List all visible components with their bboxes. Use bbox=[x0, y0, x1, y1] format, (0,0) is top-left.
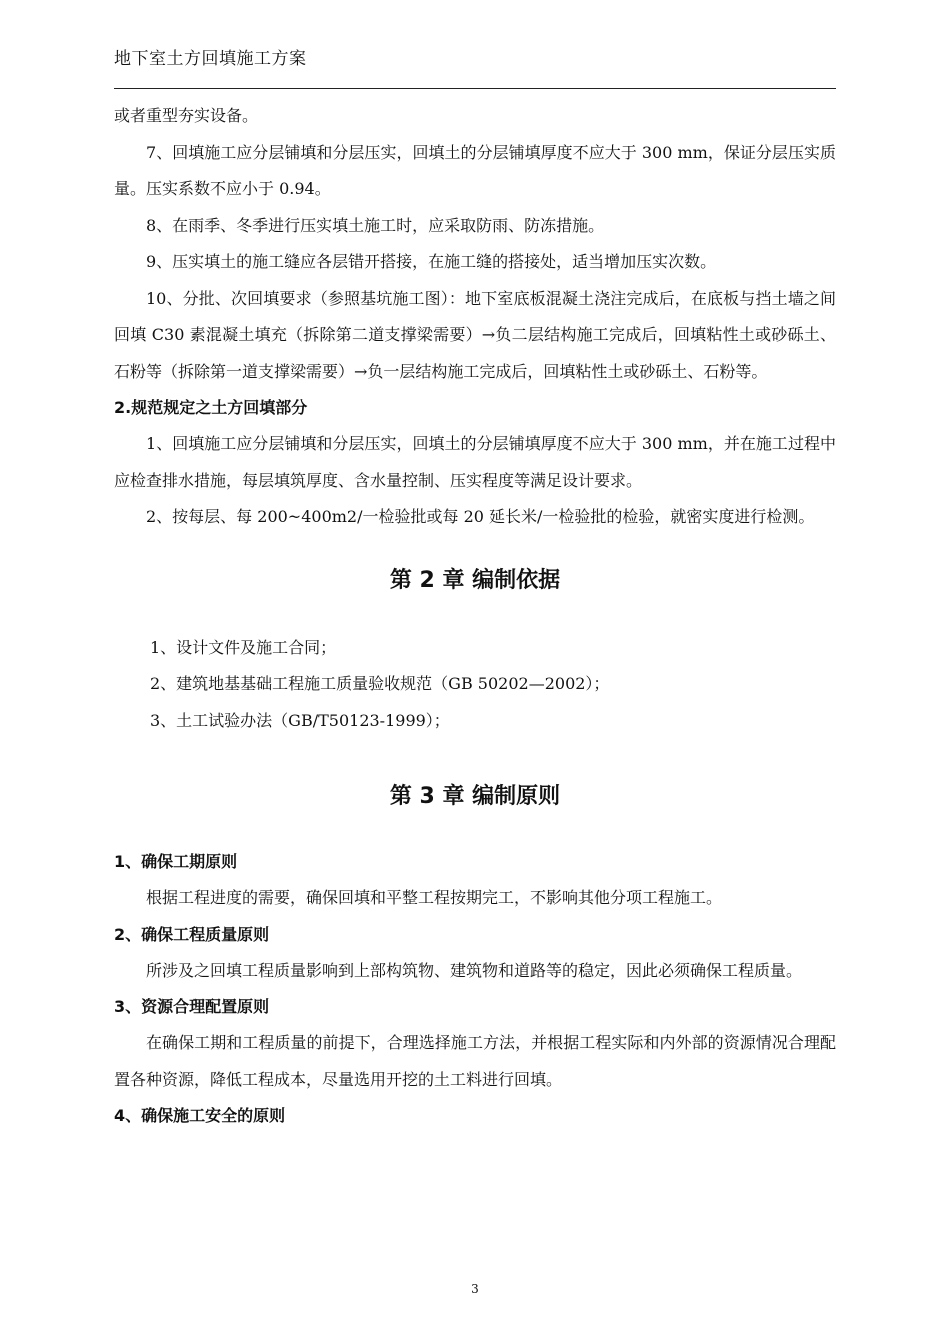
paragraph-item-10: 10、分批、次回填要求（参照基坑施工图）：地下室底板混凝土浇注完成后，在底板与挡土墙之间回填 C30 素混凝土填充（拆除第二道支撑梁需要）→负二层结构施工完成后，回填粘性土或砂砾土、石粉等（拆除第一道支撑梁需要）→负一层结构施工完成后，回填粘性土或砂砾土、石粉等。 bbox=[114, 288, 836, 381]
principle-heading-1: 1、确保工期原则 bbox=[114, 852, 238, 871]
paragraph-item-7: 7、回填施工应分层铺填和分层压实，回填土的分层铺填厚度不应大于 300 mm，保证分层压实质量。压实系数不应小于 0.94。 bbox=[114, 142, 836, 198]
principle-text-1: 根据工程进度的需要，确保回填和平整工程按期完工，不影响其他分项工程施工。 bbox=[146, 888, 723, 907]
paragraph-item-8: 8、在雨季、冬季进行压实填土施工时，应采取防雨、防冻措施。 bbox=[146, 215, 605, 235]
principle-text-2: 所涉及之回填工程质量影响到上部构筑物、建筑物和道路等的稳定，因此必须确保工程质量。 bbox=[146, 960, 803, 980]
basis-item-1: 1、设计文件及施工合同； bbox=[150, 637, 337, 657]
section-heading-spec: 2.规范规定之土方回填部分 bbox=[114, 398, 308, 417]
chapter-3-title: 第 3 章 编制原则 bbox=[389, 784, 561, 809]
basis-item-2: 2、建筑地基基础工程施工质量验收规范（GB 50202—2002）； bbox=[150, 674, 610, 693]
principle-heading-3: 3、资源合理配置原则 bbox=[114, 997, 270, 1016]
principle-heading-2: 2、确保工程质量原则 bbox=[114, 924, 270, 944]
paragraph-continued: 或者重型夯实设备。 bbox=[114, 106, 259, 125]
basis-item-3: 3、土工试验办法（GB/T50123-1999）； bbox=[150, 710, 450, 730]
document-body bbox=[114, 98, 836, 1134]
principle-text-3: 在确保工期和工程质量的前提下，合理选择施工方法，并根据工程实际和内外部的资源情况合理配置各种资源，降低工程成本，尽量选用开挖的土工料进行回填。 bbox=[114, 1033, 836, 1089]
spec-paragraph-2: 2、按每层、每 200~400m2/一检验批或每 20 延长米/一检验批的检验，就密实度进行检测。 bbox=[146, 507, 815, 526]
page-header-title: 地下室土方回填施工方案 bbox=[114, 49, 307, 69]
page-number: 3 bbox=[471, 1282, 479, 1296]
header-divider bbox=[114, 88, 836, 89]
principle-heading-4: 4、确保施工安全的原则 bbox=[114, 1106, 286, 1125]
chapter-2-title: 第 2 章 编制依据 bbox=[389, 567, 561, 593]
paragraph-item-9: 9、压实填土的施工缝应各层错开搭接，在施工缝的搭接处，适当增加压实次数。 bbox=[146, 252, 717, 271]
spec-paragraph-1: 1、回填施工应分层铺填和分层压实，回填土的分层铺填厚度不应大于 300 mm，并在施工过程中应检查排水措施，每层填筑厚度、含水量控制、压实程度等满足设计要求。 bbox=[114, 434, 836, 490]
